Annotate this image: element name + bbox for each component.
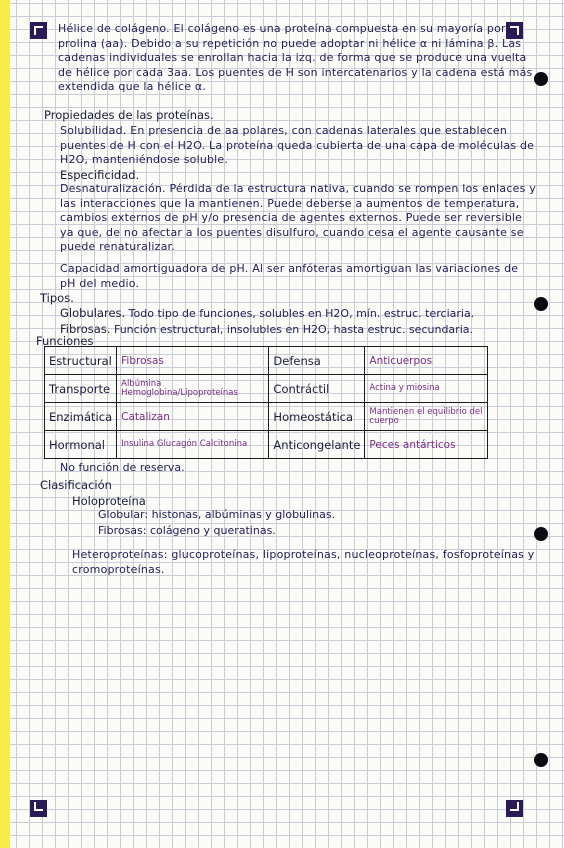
table-row [45,403,488,431]
table-cell: Estructural [45,347,117,375]
table-cell: Anticuerpos [365,347,488,375]
denaturation-label: Desnaturalización. [60,182,166,195]
table-cell: Hormonal [45,431,117,459]
corner-mark-bottom-left [30,800,47,817]
page-edge-strip [0,0,10,848]
buffer-text: Al ser anfóteras amortiguan las variaciones de pH del medio. [60,262,519,290]
table-cell: Enzimática [45,403,117,431]
table-cell: Anticongelante [269,431,365,459]
heading-properties: Propiedades de las proteínas. [44,108,214,122]
buffer-block [60,262,536,291]
heading-classification: Clasificación [40,478,112,492]
no-reserve-note: No función de reserva. [60,461,185,474]
corner-mark-top-left [30,22,47,39]
denaturation-text: Pérdida de la estructura nativa, cuando se rompen los enlaces y las interacciones que la mantienen. Puede deberse a aumentos de temperatura, cambios externos de pH y/o presencia de agentes externos. Puede ser reversible ya que, de no afectar a los puentes disulfuro, cuando cesa el agente causante se puede renaturalizar. [60,182,536,253]
table-row [45,347,488,375]
heteroprotein-text: glucoproteínas, lipoproteínas, nucleoproteínas, fosfoproteínas y cromoproteínas. [72,548,535,576]
heteroprotein-label: Heteroproteínas: [72,548,168,561]
globular-text: Todo tipo de funciones, solubles en H2O, mín. estruc. terciaria. [128,307,475,320]
heading-types: Tipos. [40,291,74,305]
heading-holoprotein: Holoproteína [72,494,146,508]
punch-hole [534,753,548,767]
table-cell: Defensa [269,347,365,375]
heading-functions: Funciones [36,334,94,348]
functions-table [44,346,488,459]
table-cell: Contráctil [269,375,365,403]
fibrous-line [60,322,473,337]
table-cell: Transporte [45,375,117,403]
table-cell: Mantienen el equilibrio del cuerpo [365,403,488,431]
corner-mark-bottom-right [506,800,523,817]
solubility-label: Solubilidad. [60,124,127,137]
heteroprotein-block [72,548,542,577]
denaturation-block [60,182,536,255]
punch-hole [534,527,548,541]
fibrous-label: Fibrosas. [60,322,111,336]
fibrous-examples: Fibrosas: colágeno y queratinas. [98,524,276,537]
collagen-helix-paragraph: Hélice de colágeno. El colágeno es una proteína compuesta en su mayoría por prolina (aa). Debido a su repetición no puede adoptar ni hélice α ni lámina β. Las cadenas individuales se enrollan hacia la izq. de forma que se produce una vuelta de hélice por cada 3aa. Los puentes de H son intercatenarios y la cadena está más extendida que la hélice α. [58,22,533,93]
table-cell: Catalizan [117,403,269,431]
punch-hole [534,72,548,86]
table-cell: Fibrosas [117,347,269,375]
table-row [45,375,488,403]
globular-examples: Globular: histonas, albúminas y globulinas. [98,508,336,521]
solubility-block [60,124,536,168]
table-cell: Peces antárticos [365,431,488,459]
table-cell: Insulina Glucagón Calcitonina [117,431,269,459]
fibrous-text: Función estructural, insolubles en H2O, hasta estruc. secundaria. [113,323,473,336]
solubility-text: En presencia de aa polares, con cadenas laterales que establecen puentes de H con el H2O. La proteína queda cubierta de una capa de moléculas de H2O, manteniéndose soluble. [60,124,535,166]
specificity-label: Especificidad. [60,168,140,182]
buffer-label: Capacidad amortiguadora de pH. [60,262,249,275]
table-row [45,431,488,459]
globular-label: Globulares. [60,306,126,320]
table-cell: Homeostática [269,403,365,431]
table-cell: Actina y miosina [365,375,488,403]
table-cell: Albúmina Hemoglobina/Lipoproteínas [117,375,269,403]
punch-hole [534,297,548,311]
globular-line [60,306,474,321]
